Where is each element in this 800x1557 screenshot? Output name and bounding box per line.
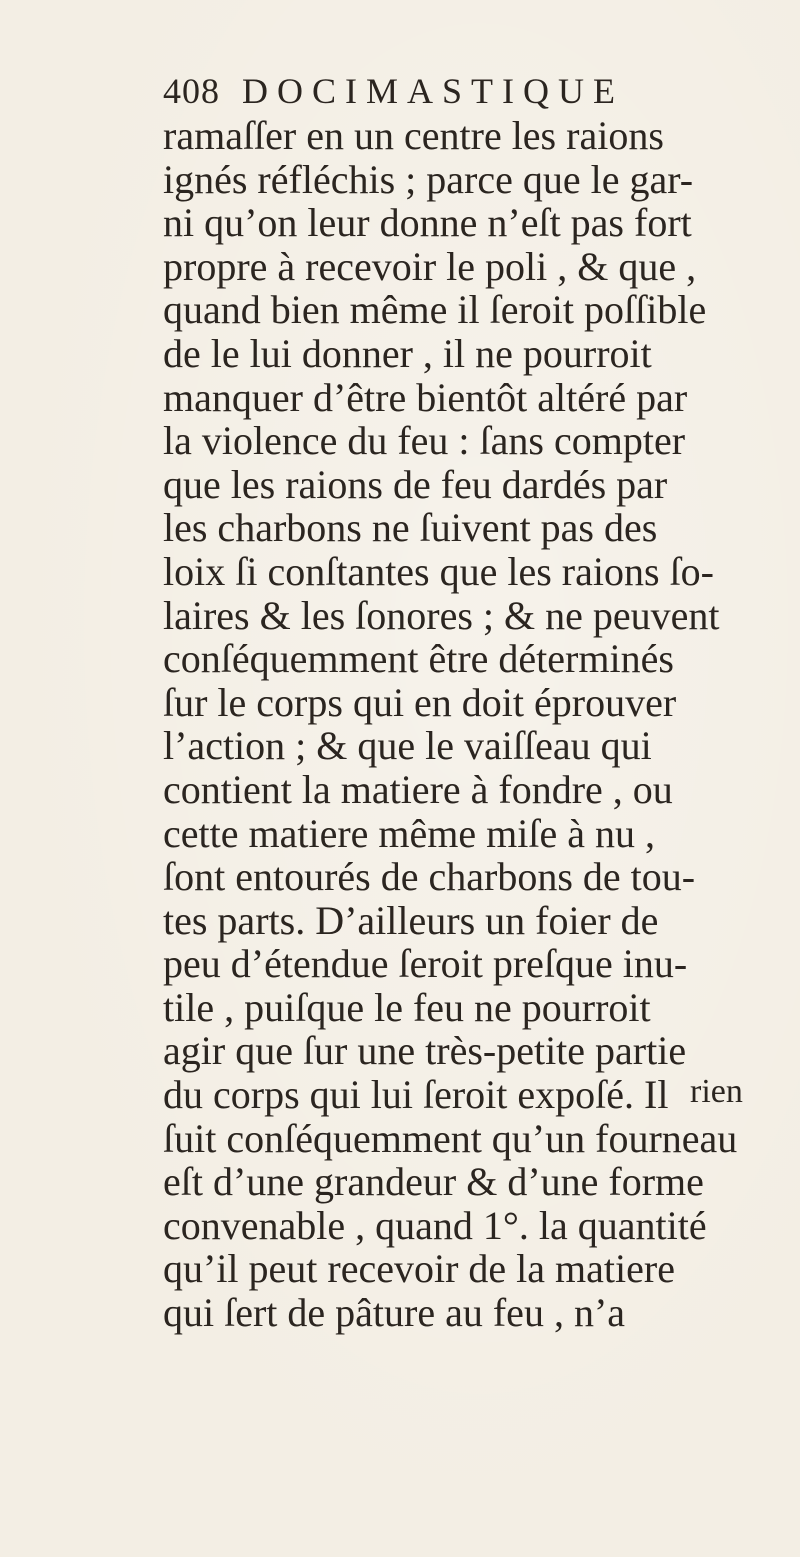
text-line: quand bien même il ſeroit poſſible	[163, 287, 707, 333]
text-line: ſur le corps qui en doit éprouver	[163, 679, 677, 725]
text-line: ſuit conſéquemment qu’un fourneau	[163, 1115, 738, 1161]
text-line: convenable , quand 1°. la quantité	[163, 1202, 707, 1248]
text-line: ramaſſer en un centre les raions	[163, 113, 664, 158]
text-line: tile , puiſque le feu ne pourroit	[163, 984, 651, 1030]
body-text	[163, 114, 800, 1335]
text-line: de le lui donner , il ne pourroit	[163, 330, 652, 376]
text-line: tes parts. D’ailleurs un foier de	[163, 897, 659, 943]
text-line: manquer d’être bientôt altéré par	[163, 374, 688, 420]
text-line: propre à recevoir le poli , & que ,	[163, 243, 697, 289]
text-line: eſt d’une grandeur & d’une forme	[163, 1159, 704, 1205]
running-title: DOCIMASTIQUE	[242, 71, 624, 111]
text-line: ignés réfléchis ; parce que le gar-	[163, 156, 694, 202]
text-line: cette matiere même miſe à nu ,	[163, 810, 655, 856]
text-line: du corps qui lui ſeroit expoſé. Il	[163, 1072, 669, 1118]
text-line: la violence du feu : ſans compter	[163, 418, 686, 464]
text-line: les charbons ne ſuivent pas des	[163, 505, 658, 551]
text-line: peu d’étendue ſeroit preſque inu-	[163, 941, 688, 987]
text-line: l’action ; & que le vaiſſeau qui	[163, 723, 652, 769]
text-line: loix ſi conſtantes que les raions ſo-	[163, 548, 714, 594]
text-line: agir que ſur une très-petite partie	[163, 1028, 687, 1074]
text-line: qui ſert de pâture au feu , n’a	[163, 1290, 626, 1336]
text-line: qu’il peut recevoir de la matiere	[163, 1246, 675, 1292]
text-line: conſéquemment être déterminés	[163, 636, 674, 682]
page-number: 408	[163, 71, 220, 111]
text-line: ni qu’on leur donne n’eſt pas fort	[163, 200, 692, 246]
text-line: laires & les ſonores ; & ne peuvent	[163, 592, 720, 638]
text-line: ſont entourés de charbons de tou-	[163, 854, 696, 900]
catchword: rien	[690, 1073, 743, 1110]
text-line: contient la matiere à fondre , ou	[163, 766, 673, 812]
text-line: que les raions de feu dardés par	[163, 461, 668, 507]
page-header	[163, 70, 624, 118]
